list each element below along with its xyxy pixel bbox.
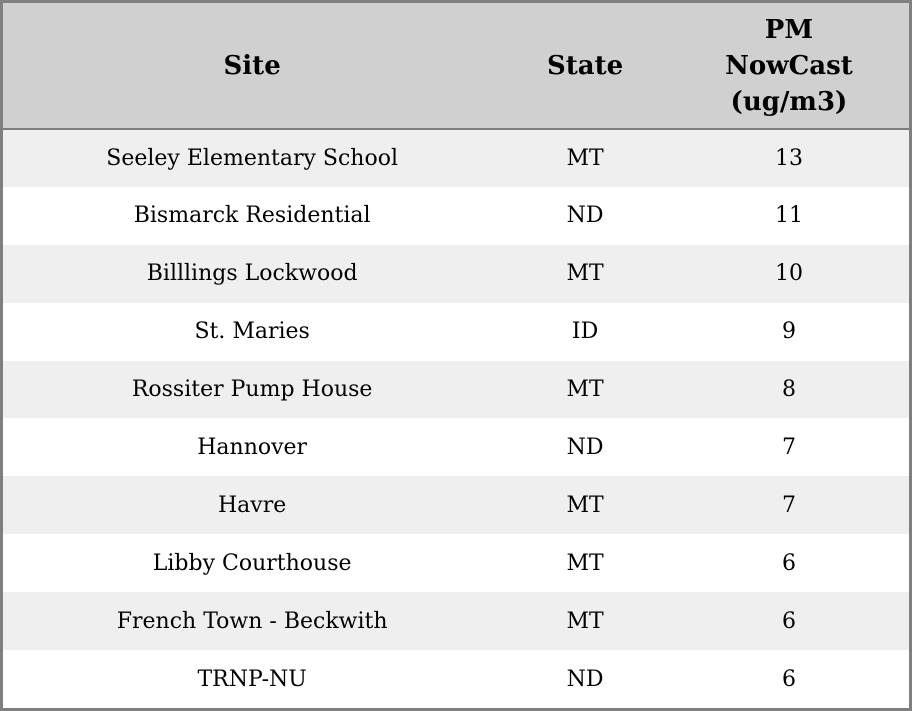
column-header-state [501,3,669,129]
pm-value-cell: 6 [781,666,796,692]
state-cell: MT [566,550,604,576]
table-row [3,303,909,361]
table-row [3,418,909,476]
column-header-state-label: State [547,50,624,81]
pm-value-cell: 8 [781,377,796,402]
site-cell: TRNP-NU [197,666,307,692]
site-cell: St. Maries [194,319,310,345]
site-cell: Havre [218,492,287,518]
site-cell: Billlings Lockwood [146,261,358,287]
table-row [3,129,909,187]
pm-value-cell: 7 [781,492,796,518]
site-cell: Bismarck Residential [133,203,371,229]
pm-value-cell: 7 [781,434,796,460]
pm-value-cell: 11 [774,203,803,229]
state-cell: ND [566,666,604,692]
table-row [3,187,909,245]
pm-value-cell: 6 [781,608,796,634]
state-cell: ND [566,203,604,229]
site-cell: Libby Courthouse [152,550,352,576]
column-header-pm-nowcast-label: PM NowCast (ug/m3) [725,14,853,117]
column-header-site [3,3,501,129]
state-cell: MT [566,492,604,518]
site-cell: Rossiter Pump House [131,377,373,402]
site-cell: Hannover [197,434,308,460]
table-row [3,476,909,534]
column-header-pm-nowcast [669,3,909,129]
table-row [3,361,909,419]
state-cell: ND [566,434,604,460]
site-cell: Seeley Elementary School [106,145,399,171]
pm-nowcast-table [3,3,909,708]
table-row [3,650,909,708]
pm-value-cell: 9 [781,319,796,345]
site-cell: French Town - Beckwith [116,608,388,634]
table-row [3,592,909,650]
state-cell: MT [566,608,604,634]
pm-value-cell: 6 [781,550,796,576]
table-row [3,245,909,303]
header-row [3,3,909,129]
state-cell: MT [566,145,604,171]
state-cell: ID [571,319,599,345]
column-header-site-label: Site [223,50,281,81]
table-row [3,534,909,592]
pm-value-cell: 10 [774,261,803,287]
state-cell: MT [566,377,604,402]
pm-value-cell: 13 [774,145,803,171]
state-cell: MT [566,261,604,287]
